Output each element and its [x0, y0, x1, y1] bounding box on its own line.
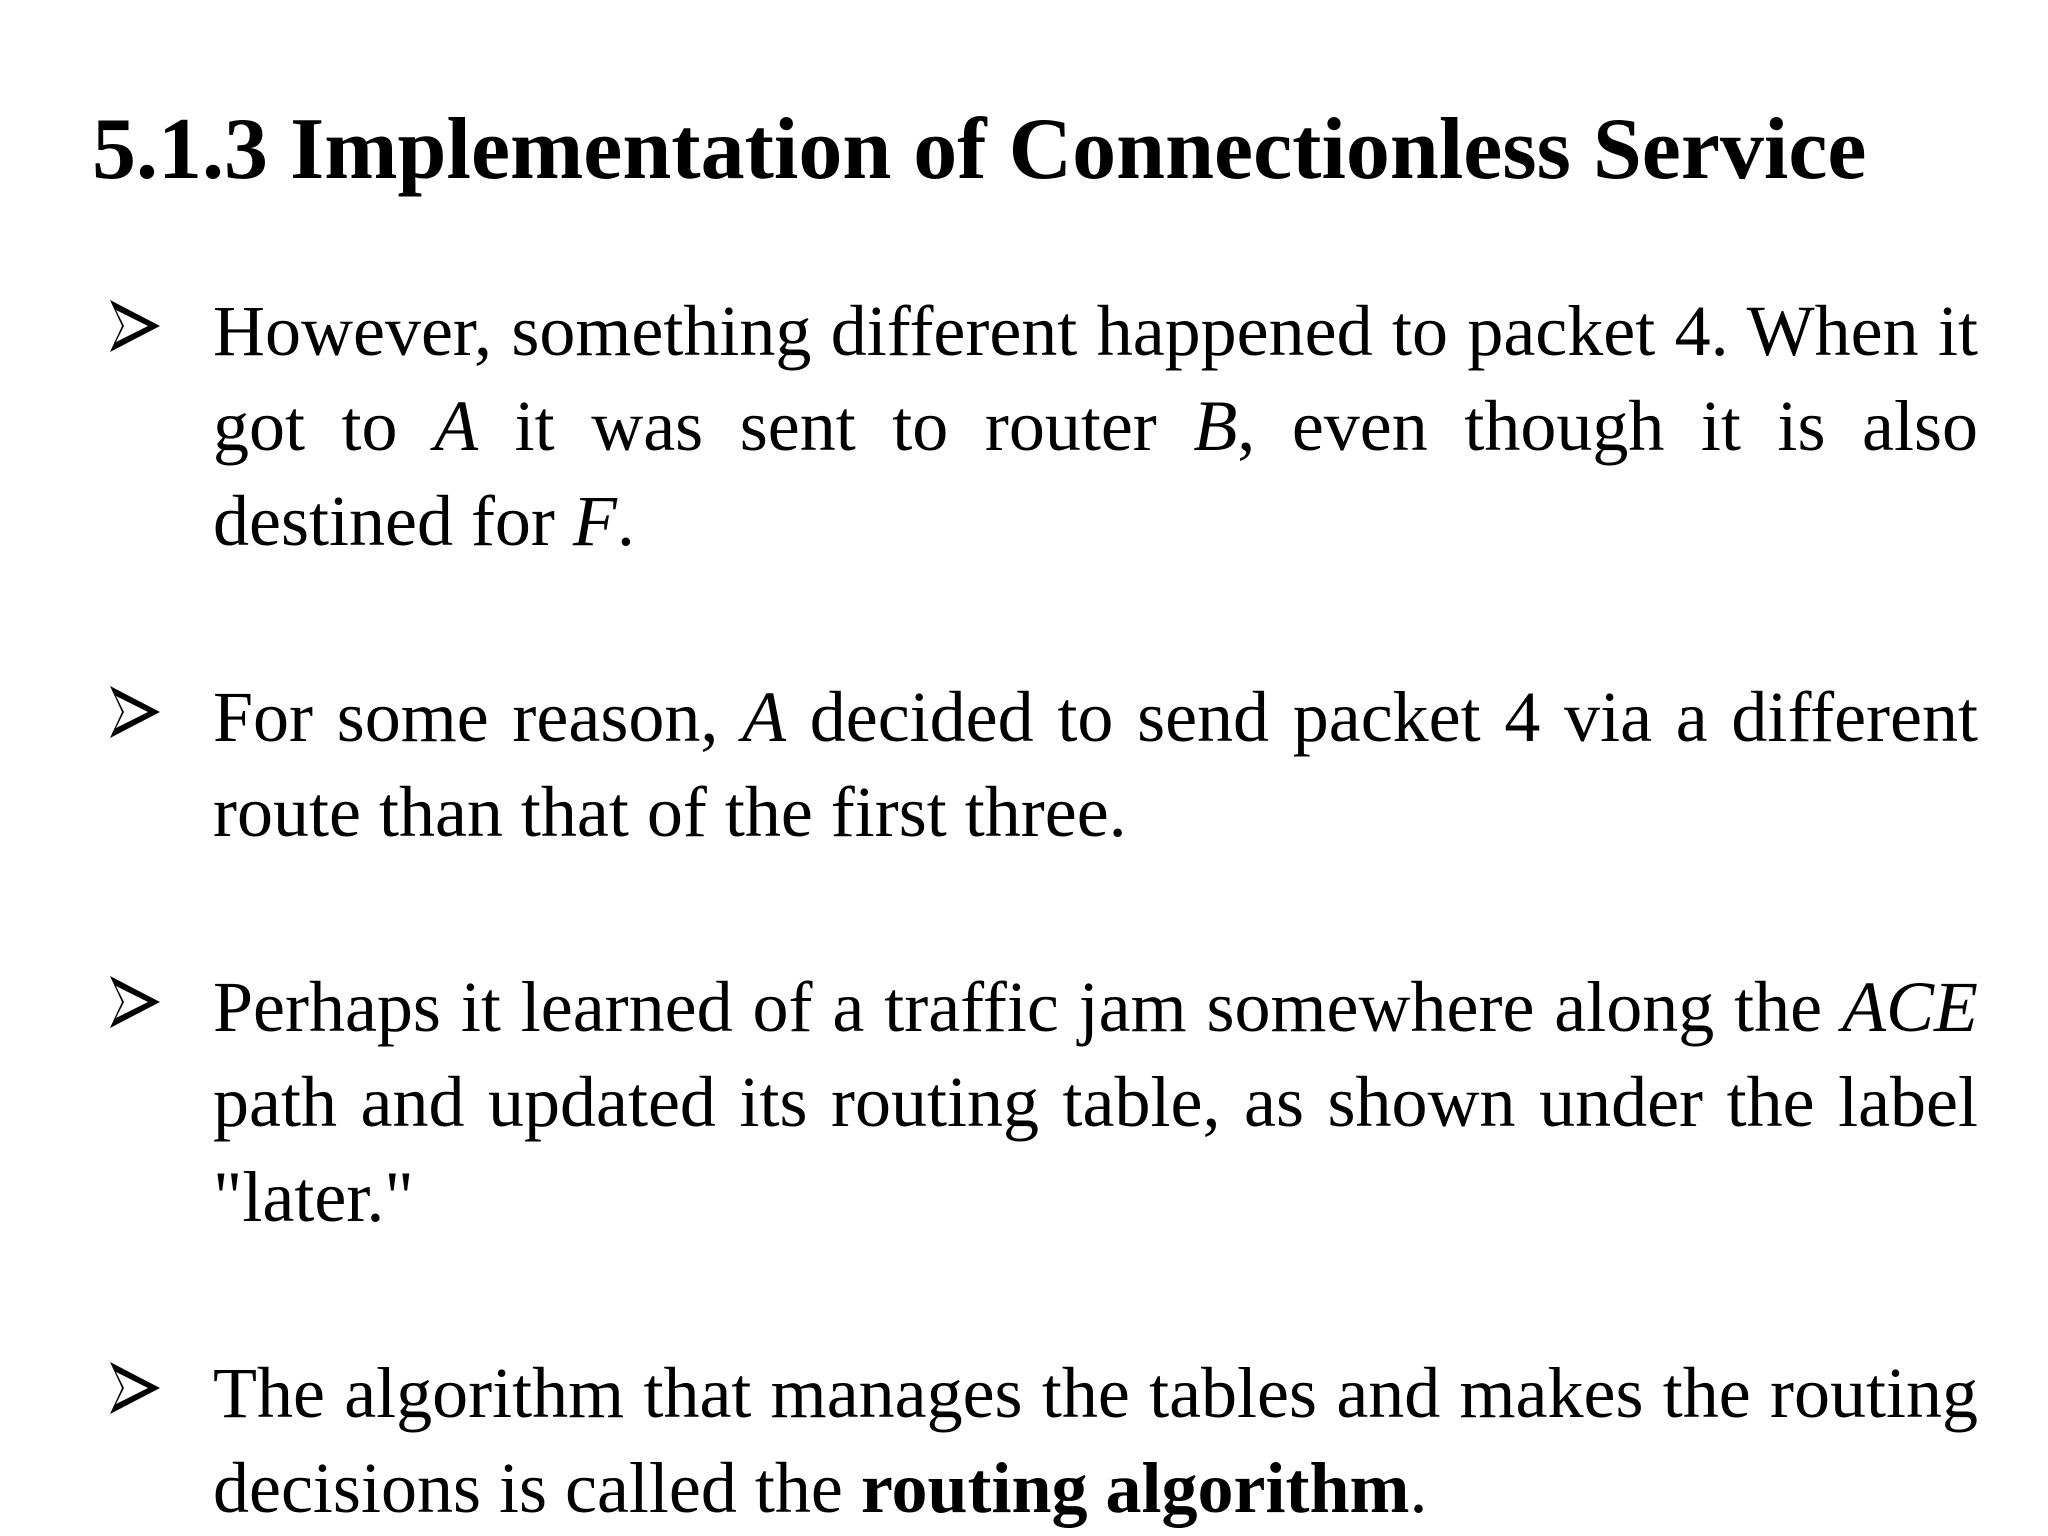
- bullet-text-segment: path and updated its routing table, as shown under the label "later.": [213, 1062, 1978, 1237]
- slide-title: 5.1.3 Implementation of Connectionless Service: [92, 101, 1867, 198]
- bullet-item: [108, 284, 1978, 569]
- bullet-text-italic: A: [742, 677, 787, 757]
- arrowhead-bullet-icon: [108, 682, 162, 742]
- bullet-text-segment: However, something different happened to packet 4. When it got to: [213, 291, 1978, 466]
- bullet-text-bold: routing algorithm: [860, 1448, 1410, 1528]
- bullet-text: [213, 284, 1978, 569]
- arrowhead-bullet-icon: [108, 972, 162, 1032]
- arrowhead-bullet-icon: [108, 1358, 162, 1418]
- bullet-text: [213, 670, 1978, 860]
- bullet-item: [108, 960, 1978, 1245]
- bullet-text-segment: , even though it is also destined for: [213, 386, 1978, 561]
- bullet-text-segment: it was sent to router: [478, 386, 1194, 466]
- bullet-text-segment: Perhaps it learned of a traffic jam somewhere along the: [213, 967, 1843, 1047]
- bullet-item: [108, 1346, 1978, 1536]
- bullet-text-italic: A: [434, 386, 479, 466]
- bullet-text-segment: decided to send packet 4 via a different route than that of the first three.: [213, 677, 1978, 852]
- bullet-text-segment: For some reason,: [213, 677, 743, 757]
- bullet-text-italic: F: [572, 481, 617, 561]
- bullet-text-italic: B: [1193, 386, 1238, 466]
- bullet-text: [213, 960, 1978, 1245]
- bullet-text-segment: .: [1409, 1448, 1428, 1528]
- arrowhead-bullet-icon: [108, 296, 162, 356]
- bullet-text: [213, 1346, 1978, 1536]
- bullet-text-segment: .: [616, 481, 635, 561]
- bullet-text-italic: ACE: [1842, 967, 1978, 1047]
- bullet-text-segment: The algorithm that manages the tables and makes the routing decisions is called the: [213, 1353, 1978, 1528]
- bullet-item: [108, 670, 1978, 860]
